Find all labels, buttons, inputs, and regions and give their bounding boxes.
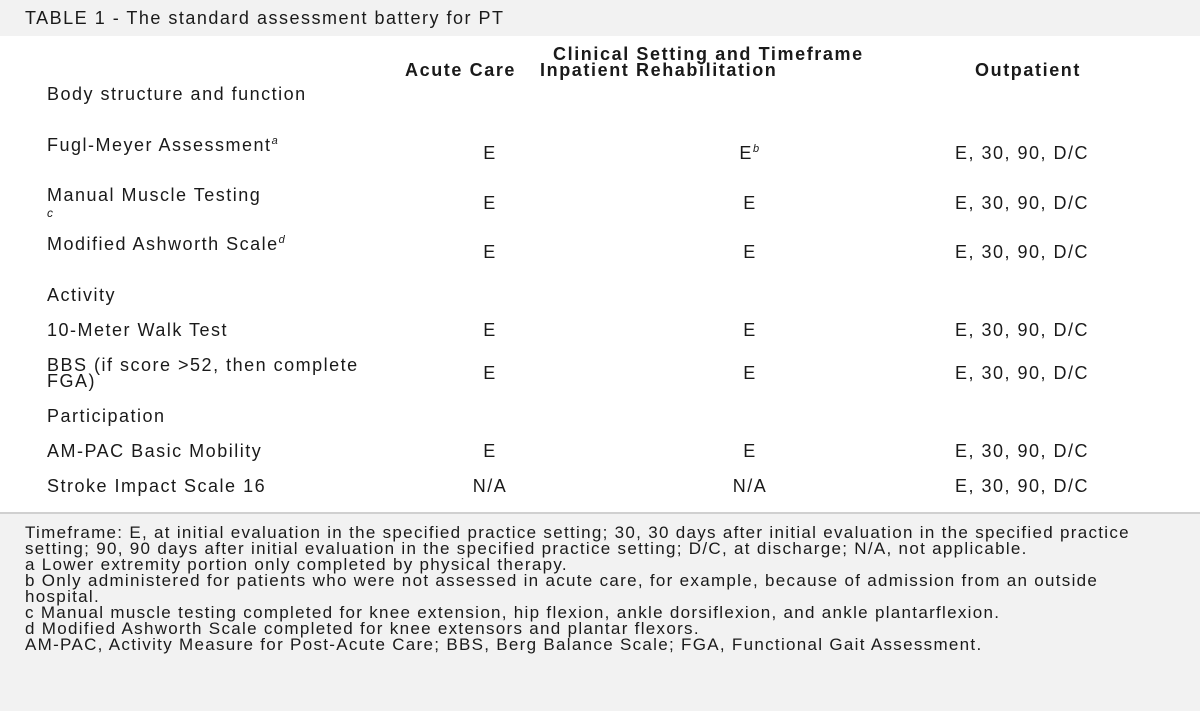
cell-acute-care: E [483, 193, 497, 213]
cell-outpatient: E, 30, 90, D/C [955, 476, 1090, 496]
row-label: Stroke Impact Scale 16 [47, 476, 267, 496]
footnote-timeframe: Timeframe: E, at initial evaluation in the specified practice setting; 30, 30 days after initial evaluation in the specified practice setting; 90, 90 days after initial evaluation in the specified practice setting; D/C, at discharge; N/A, not applicable. [25, 523, 1136, 558]
cell-outpatient: E, 30, 90, D/C [955, 320, 1090, 340]
section-label: Participation [47, 406, 166, 426]
column-header-outpatient: Outpatient [975, 60, 1081, 80]
row-label: BBS (if score >52, then complete FGA) [47, 355, 359, 391]
footnote-marker: c [47, 206, 55, 220]
footnote-b: b Only administered for patients who were not assessed in acute care, for example, because of admission from an outside hospital. [25, 571, 1105, 606]
cell-inpatient: E [743, 441, 757, 461]
cell-inpatient: E [743, 320, 757, 340]
cell-inpatient: E [743, 363, 757, 383]
footnote-c: c Manual muscle testing completed for knee extension, hip flexion, ankle dorsiflexion, and ankle plantarflexion. [25, 603, 1001, 622]
row-label: Fugl-Meyer Assessment$^a$ [47, 135, 280, 155]
row-label: 10-Meter Walk Test [47, 320, 229, 340]
cell-inpatient: E [743, 242, 757, 262]
table-title: TABLE 1 - The standard assessment battery for PT [0, 0, 1200, 36]
footnote-marker: b [752, 143, 761, 155]
row-label: AM-PAC Basic Mobility [47, 441, 263, 461]
cell-inpatient: $E^b$ [739, 143, 761, 163]
footnote-abbreviations: AM-PAC, Activity Measure for Post-Acute Care; BBS, Berg Balance Scale; FGA, Functional Gait Assessment. [25, 635, 983, 654]
cell-acute-care: E [483, 441, 497, 461]
cell-acute-care: E [483, 143, 497, 163]
cell-outpatient: E, 30, 90, D/C [955, 363, 1090, 383]
footnote-a: a Lower extremity portion only completed by physical therapy. [25, 555, 568, 574]
cell-outpatient: E, 30, 90, D/C [955, 143, 1090, 163]
section-label: Body structure and function [47, 84, 307, 104]
cell-outpatient: E, 30, 90, D/C [955, 441, 1090, 461]
row-label: Manual Muscle Testing c [47, 185, 262, 220]
cell-outpatient: E, 30, 90, D/C [955, 242, 1090, 262]
column-header-inpatient-rehabilitation: Inpatient Rehabilitation [540, 60, 778, 80]
cell-acute-care: N/A [472, 476, 508, 496]
row-label: Modified Ashworth Scale$^d$ [47, 234, 287, 254]
cell-acute-care: E [483, 320, 497, 340]
cell-outpatient: E, 30, 90, D/C [955, 193, 1090, 213]
column-header-acute-care: Acute Care [405, 60, 517, 80]
cell-acute-care: E [483, 363, 497, 383]
footnote-d: d Modified Ashworth Scale completed for knee extensors and plantar flexors. [25, 619, 700, 638]
footnote-marker: a [271, 135, 280, 147]
column-group-title: Clinical Setting and Timeframe [553, 44, 864, 64]
footnote-marker: d [278, 234, 287, 246]
cell-inpatient: E [743, 193, 757, 213]
cell-acute-care: E [483, 242, 497, 262]
table-footnotes [0, 512, 1200, 711]
cell-inpatient: N/A [732, 476, 768, 496]
section-label: Activity [47, 285, 117, 305]
